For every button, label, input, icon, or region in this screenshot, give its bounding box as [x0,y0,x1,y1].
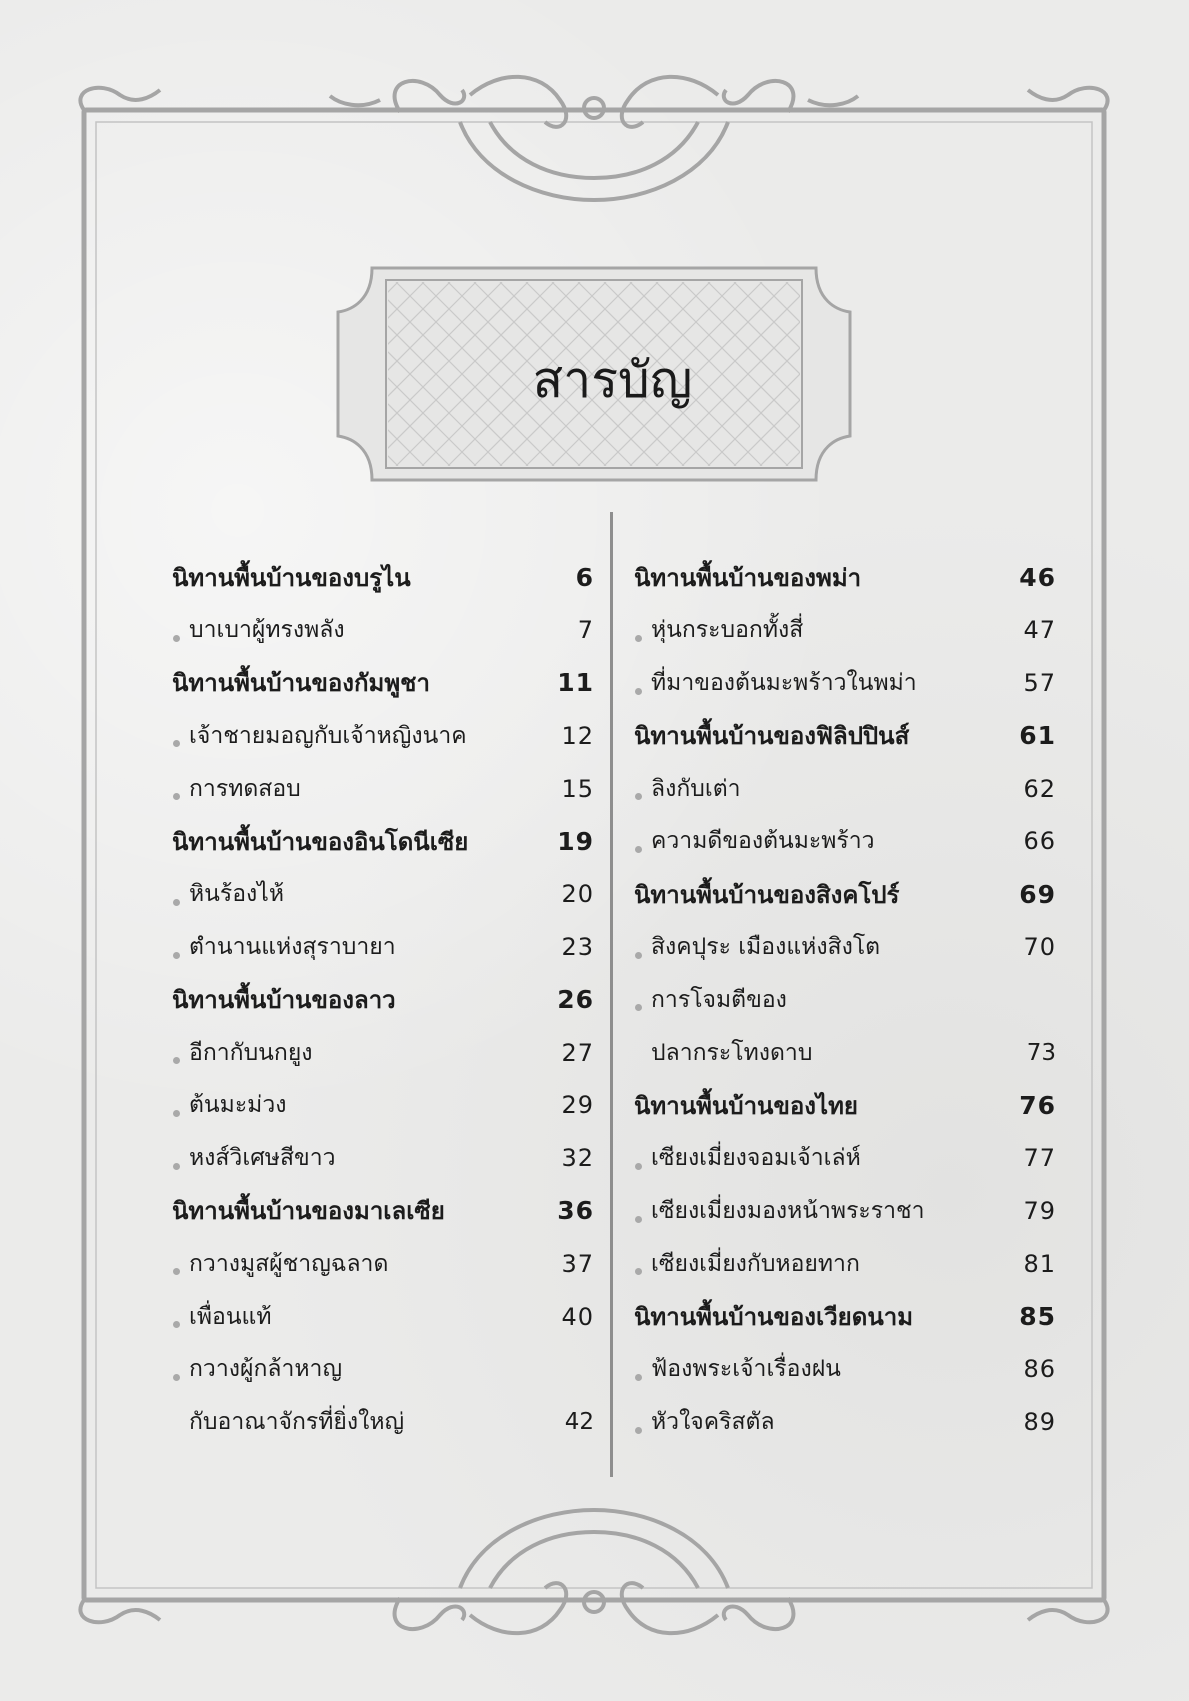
toc-label: นิทานพื้นบ้านของลาว [172,986,396,1015]
toc-right-column [634,551,1056,1449]
toc-page-number: 89 [1023,1408,1056,1437]
toc-entry [172,709,594,762]
toc-label: ลิงกับเต่า [651,775,741,802]
toc-entry [634,657,1056,710]
toc-label: ฟ้องพระเจ้าเรื่องฝน [651,1356,841,1383]
bullet-icon [173,1110,180,1117]
toc-label: หัวใจคริสตัล [651,1409,775,1436]
toc-label: เซียงเมี่ยงจอมเจ้าเล่ห์ [651,1145,861,1172]
toc-page-number: 27 [561,1038,594,1067]
toc-entry [634,762,1056,815]
bullet-icon [635,846,642,853]
top-flourish [80,77,1107,200]
toc-page-number: 7 [577,616,594,645]
toc-page-number: 6 [575,562,594,592]
toc-entry [172,1237,594,1290]
toc-entry [172,1026,594,1079]
bullet-icon [173,1057,180,1064]
toc-page-number: 57 [1023,668,1056,697]
toc-entry [172,1132,594,1185]
bullet-icon [635,793,642,800]
bullet-icon [635,952,642,959]
toc-page-number: 81 [1023,1249,1056,1278]
toc-label: ต้นมะม่วง [189,1092,287,1119]
toc-page-number: 12 [561,721,594,750]
toc-section-heading [172,815,594,868]
toc-page-number: 42 [564,1409,594,1436]
toc-page-number: 76 [1019,1090,1056,1120]
toc-label: นิทานพื้นบ้านของอินโดนีเซีย [172,827,469,856]
toc-entry [172,1396,594,1449]
toc-label: นิทานพื้นบ้านของบรูไน [172,563,411,592]
toc-section-heading [634,709,1056,762]
toc-page-number: 66 [1023,827,1056,856]
toc-label: ปลากระโทงดาบ [651,1039,813,1066]
toc-page-number: 47 [1023,616,1056,645]
bullet-icon [173,1321,180,1328]
toc-entry [634,1185,1056,1238]
toc-entry [634,1396,1056,1449]
toc-entry [172,1343,594,1396]
toc-entry [634,1132,1056,1185]
toc-label: นิทานพื้นบ้านของเวียดนาม [634,1303,914,1332]
toc-page-number: 62 [1023,774,1056,803]
toc-label: ความดีของต้นมะพร้าว [651,828,875,855]
toc-entry [172,868,594,921]
toc-label: เพื่อนแท้ [189,1303,272,1330]
toc-section-heading [634,551,1056,604]
bullet-icon [173,1268,180,1275]
toc-label: เจ้าชายมอญกับเจ้าหญิงนาค [189,722,467,749]
toc-page-number: 86 [1023,1355,1056,1384]
toc-page-number: 70 [1023,932,1056,961]
toc-label: ตำนานแห่งสุราบายา [189,933,396,960]
bullet-icon [635,1163,642,1170]
toc-page-number: 26 [557,985,594,1015]
toc-label: กับอาณาจักรที่ยิ่งใหญ่ [189,1409,405,1436]
toc-page-number: 46 [1019,562,1056,592]
toc-label: เซียงเมี่ยงมองหน้าพระราชา [651,1197,925,1224]
bullet-icon [173,1163,180,1170]
toc-label: การโจมตีของ [651,986,787,1013]
toc-page-number: 73 [1026,1039,1056,1066]
page-title: สารบัญ [532,351,693,409]
column-divider [610,512,613,1477]
bullet-icon [173,793,180,800]
toc-entry [172,1290,594,1343]
toc-page-number: 61 [1019,721,1056,751]
toc-page-number: 29 [561,1091,594,1120]
toc-page-number: 40 [561,1302,594,1331]
toc-entry [634,973,1056,1026]
bullet-icon [173,635,180,642]
toc-label: เซียงเมี่ยงกับหอยทาก [651,1250,860,1277]
toc-section-heading [172,657,594,710]
toc-label: นิทานพื้นบ้านของกัมพูชา [172,669,430,698]
toc-label: กวางผู้กล้าหาญ [189,1356,343,1383]
toc-page-number: 15 [561,774,594,803]
toc-entry [634,815,1056,868]
toc-entry [172,921,594,974]
toc-page-number: 20 [561,880,594,909]
bullet-icon [635,1004,642,1011]
toc-entry [172,762,594,815]
bullet-icon [635,1374,642,1381]
toc-page-number: 23 [561,932,594,961]
toc-entry [634,1343,1056,1396]
toc-page-number: 19 [557,826,594,856]
toc-page-number: 11 [557,668,594,698]
toc-label: นิทานพื้นบ้านของฟิลิปปินส์ [634,722,910,751]
bullet-icon [635,688,642,695]
toc-label: หินร้องไห้ [189,881,285,908]
toc-label: นิทานพื้นบ้านของไทย [634,1091,858,1120]
bullet-icon [635,635,642,642]
toc-label: อีกากับนกยูง [189,1039,313,1066]
toc-section-heading [634,1079,1056,1132]
bullet-icon [173,952,180,959]
toc-entry [172,604,594,657]
toc-entry [634,1026,1056,1079]
bottom-flourish [80,1510,1107,1633]
toc-left-column [172,551,594,1449]
toc-label: นิทานพื้นบ้านของมาเลเซีย [172,1197,445,1226]
toc-section-heading [172,551,594,604]
toc-label: สิงคปุระ เมืองแห่งสิงโต [651,933,881,960]
toc-page-number: 85 [1019,1302,1056,1332]
toc-page-number: 69 [1019,879,1056,909]
toc-label: บาเบาผู้ทรงพลัง [189,617,345,644]
toc-page-number: 36 [557,1196,594,1226]
toc-section-heading [172,1185,594,1238]
toc-section-heading [634,868,1056,921]
toc-label: ที่มาของต้นมะพร้าวในพม่า [651,669,917,696]
toc-label: หงส์วิเศษสีขาว [189,1145,336,1172]
bullet-icon [173,899,180,906]
toc-page-number: 77 [1023,1144,1056,1173]
bullet-icon [635,1268,642,1275]
bullet-icon [173,740,180,747]
toc-entry [634,921,1056,974]
toc-label: หุ่นกระบอกทั้งสี่ [651,617,804,644]
toc-section-heading [172,973,594,1026]
toc-label: นิทานพื้นบ้านของสิงคโปร์ [634,880,900,909]
toc-entry [634,1237,1056,1290]
toc-page-number: 37 [561,1249,594,1278]
bullet-icon [635,1216,642,1223]
toc-entry [634,604,1056,657]
toc-section-heading [634,1290,1056,1343]
toc-label: การทดสอบ [189,775,301,802]
bullet-icon [173,1374,180,1381]
toc-page-number: 79 [1023,1196,1056,1225]
toc-entry [172,1079,594,1132]
toc-page-number: 32 [561,1144,594,1173]
toc-label: นิทานพื้นบ้านของพม่า [634,563,862,592]
bullet-icon [635,1427,642,1434]
toc-label: กวางมูสผู้ชาญฉลาด [189,1250,389,1277]
